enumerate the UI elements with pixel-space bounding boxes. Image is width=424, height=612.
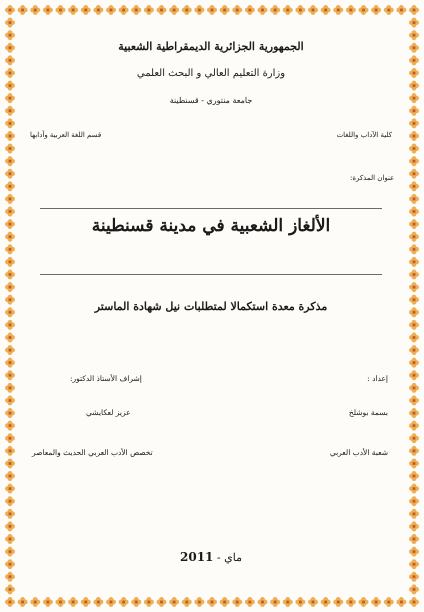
border-flower-icon (18, 597, 28, 607)
border-flower-icon (409, 144, 419, 154)
border-flower-icon (409, 496, 419, 506)
border-flower-icon (68, 597, 78, 607)
border-flower-icon (5, 55, 15, 65)
border-flower-icon (409, 370, 419, 380)
border-flower-icon (93, 5, 103, 15)
border-flower-icon (270, 597, 280, 607)
border-flower-icon (5, 207, 15, 217)
border-flower-icon (409, 559, 419, 569)
border-flower-icon (409, 584, 419, 594)
border-flower-icon (359, 5, 369, 15)
border-flower-icon (409, 156, 419, 166)
title-bottom-rule (40, 274, 382, 275)
border-flower-icon (5, 93, 15, 103)
border-flower-icon (157, 5, 167, 15)
border-flower-icon (68, 5, 78, 15)
border-flower-icon (131, 5, 141, 15)
border-flower-icon (409, 18, 419, 28)
supervisor-name: عزيز لعكايشي (86, 408, 131, 417)
border-flower-icon (308, 597, 318, 607)
border-flower-icon (409, 106, 419, 116)
border-flower-icon (409, 181, 419, 191)
border-flower-icon (5, 484, 15, 494)
border-flower-icon (5, 458, 15, 468)
border-flower-icon (5, 584, 15, 594)
thesis-title: الألغاز الشعبية في مدينة قسنطينة (91, 216, 331, 236)
border-flower-icon (5, 106, 15, 116)
border-flower-icon (5, 597, 15, 607)
border-flower-icon (56, 597, 66, 607)
border-flower-icon (30, 5, 40, 15)
student-name: بسمة بوشلخ (348, 408, 388, 417)
border-flower-icon (5, 5, 15, 15)
border-flower-icon (270, 5, 280, 15)
border-flower-icon (182, 597, 192, 607)
title-label: عنوان المذكرة: (350, 174, 395, 182)
border-flower-icon (245, 5, 255, 15)
border-flower-icon (207, 5, 217, 15)
border-flower-icon (409, 484, 419, 494)
border-flower-icon (258, 5, 268, 15)
border-flower-icon (5, 68, 15, 78)
border-flower-icon (119, 5, 129, 15)
affiliation-row (30, 131, 392, 145)
border-flower-icon (43, 5, 53, 15)
border-flower-icon (409, 43, 419, 53)
border-flower-icon (5, 156, 15, 166)
specialization: تخصص الأدب العربي الحديث والمعاصر (32, 448, 153, 457)
border-flower-icon (409, 131, 419, 141)
border-flower-icon (131, 597, 141, 607)
border-flower-icon (5, 169, 15, 179)
student-branch: شعبة الأدب العربي (329, 448, 388, 457)
border-flower-icon (56, 5, 66, 15)
border-flower-icon (194, 597, 204, 607)
border-flower-icon (409, 93, 419, 103)
border-flower-icon (106, 5, 116, 15)
border-flower-icon (5, 370, 15, 380)
border-flower-icon (409, 446, 419, 456)
border-flower-icon (5, 383, 15, 393)
border-flower-icon (207, 597, 217, 607)
border-flower-icon (384, 5, 394, 15)
border-flower-icon (5, 345, 15, 355)
border-flower-icon (295, 5, 305, 15)
border-flower-icon (384, 597, 394, 607)
border-flower-icon (409, 282, 419, 292)
supervisor-label: إشراف الأستاذ الدكتور: (70, 374, 142, 383)
border-flower-icon (5, 534, 15, 544)
border-flower-icon (409, 395, 419, 405)
thesis-subtitle: مذكرة معدة استكمالا لمتطلبات نيل شهادة الماستر (94, 300, 328, 313)
border-flower-icon (232, 5, 242, 15)
border-flower-icon (18, 5, 28, 15)
credits-label-row (30, 374, 392, 388)
border-flower-icon (169, 5, 179, 15)
border-flower-icon (232, 597, 242, 607)
border-flower-icon (5, 395, 15, 405)
border-flower-icon (346, 5, 356, 15)
border-flower-icon (43, 597, 53, 607)
border-flower-icon (5, 421, 15, 431)
title-top-rule (40, 208, 382, 209)
border-flower-icon (144, 5, 154, 15)
border-flower-icon (5, 408, 15, 418)
border-flower-icon (5, 244, 15, 254)
border-flower-icon (409, 509, 419, 519)
prepared-by-label: إعداد : (367, 374, 388, 383)
border-flower-icon (409, 244, 419, 254)
border-flower-icon (5, 232, 15, 242)
border-flower-icon (409, 270, 419, 280)
border-flower-icon (5, 131, 15, 141)
border-flower-icon (409, 547, 419, 557)
title-label-row (200, 174, 395, 188)
border-flower-icon (321, 5, 331, 15)
border-flower-icon (409, 232, 419, 242)
border-flower-icon (409, 345, 419, 355)
border-flower-icon (396, 597, 406, 607)
border-flower-icon (409, 572, 419, 582)
border-flower-icon (5, 18, 15, 28)
border-flower-icon (5, 572, 15, 582)
border-flower-icon (169, 597, 179, 607)
border-flower-icon (245, 597, 255, 607)
border-flower-icon (333, 5, 343, 15)
border-flower-icon (359, 597, 369, 607)
border-flower-icon (119, 597, 129, 607)
border-flower-icon (321, 597, 331, 607)
border-flower-icon (409, 257, 419, 267)
border-flower-icon (409, 421, 419, 431)
border-flower-icon (5, 332, 15, 342)
border-flower-icon (409, 194, 419, 204)
border-flower-icon (409, 219, 419, 229)
border-flower-icon (5, 194, 15, 204)
border-flower-icon (157, 597, 167, 607)
border-flower-icon (93, 597, 103, 607)
border-flower-icon (396, 5, 406, 15)
border-flower-icon (409, 307, 419, 317)
border-flower-icon (5, 118, 15, 128)
border-flower-icon (295, 597, 305, 607)
credits-spec-row (30, 448, 392, 462)
border-flower-icon (5, 270, 15, 280)
border-flower-icon (409, 5, 419, 15)
border-flower-icon (283, 597, 293, 607)
border-flower-icon (409, 295, 419, 305)
border-flower-icon (5, 144, 15, 154)
border-flower-icon (409, 408, 419, 418)
border-flower-icon (5, 547, 15, 557)
border-flower-icon (5, 181, 15, 191)
border-flower-icon (182, 5, 192, 15)
border-flower-icon (220, 597, 230, 607)
date-line (30, 550, 392, 564)
border-flower-icon (409, 471, 419, 481)
border-flower-icon (5, 320, 15, 330)
border-flower-icon (409, 30, 419, 40)
border-flower-icon (409, 383, 419, 393)
border-flower-icon (194, 5, 204, 15)
border-flower-icon (106, 597, 116, 607)
department-name: قسم اللغة العربية وآدابها (30, 131, 102, 139)
ministry-heading: وزارة التعليم العالي و البحث العلمي (136, 68, 286, 79)
border-flower-icon (144, 597, 154, 607)
university-heading: جامعة منتوري - قسنطينة (169, 96, 253, 105)
border-flower-icon (5, 521, 15, 531)
border-flower-icon (409, 81, 419, 91)
border-flower-icon (409, 207, 419, 217)
date-year: 2011 (180, 550, 214, 564)
date-month: ماي - (216, 551, 242, 564)
border-flower-icon (5, 446, 15, 456)
border-flower-icon (409, 320, 419, 330)
border-flower-icon (5, 559, 15, 569)
border-flower-icon (333, 597, 343, 607)
border-flower-icon (220, 5, 230, 15)
border-flower-icon (409, 358, 419, 368)
border-flower-icon (346, 597, 356, 607)
border-flower-icon (283, 5, 293, 15)
border-flower-icon (81, 5, 91, 15)
republic-heading: الجمهورية الجزائرية الديمقراطية الشعبية (118, 40, 304, 53)
border-flower-icon (5, 257, 15, 267)
border-flower-icon (409, 521, 419, 531)
border-flower-icon (30, 597, 40, 607)
border-flower-icon (5, 358, 15, 368)
border-flower-icon (371, 5, 381, 15)
border-flower-icon (81, 597, 91, 607)
border-flower-icon (5, 471, 15, 481)
faculty-name: كلية الآداب واللغات (336, 131, 392, 139)
border-flower-icon (5, 43, 15, 53)
border-flower-icon (5, 307, 15, 317)
border-flower-icon (409, 118, 419, 128)
border-flower-icon (5, 282, 15, 292)
border-flower-icon (5, 219, 15, 229)
border-flower-icon (258, 597, 268, 607)
border-flower-icon (371, 597, 381, 607)
border-flower-icon (5, 509, 15, 519)
border-flower-icon (409, 534, 419, 544)
credits-names-row (30, 408, 392, 422)
border-flower-icon (409, 458, 419, 468)
border-flower-icon (409, 55, 419, 65)
border-flower-icon (5, 30, 15, 40)
border-flower-icon (5, 496, 15, 506)
border-flower-icon (308, 5, 318, 15)
border-flower-icon (5, 295, 15, 305)
border-flower-icon (409, 169, 419, 179)
border-flower-icon (5, 81, 15, 91)
page-content (30, 30, 395, 580)
border-flower-icon (409, 68, 419, 78)
border-flower-icon (409, 433, 419, 443)
border-flower-icon (409, 597, 419, 607)
border-flower-icon (5, 433, 15, 443)
border-flower-icon (409, 332, 419, 342)
